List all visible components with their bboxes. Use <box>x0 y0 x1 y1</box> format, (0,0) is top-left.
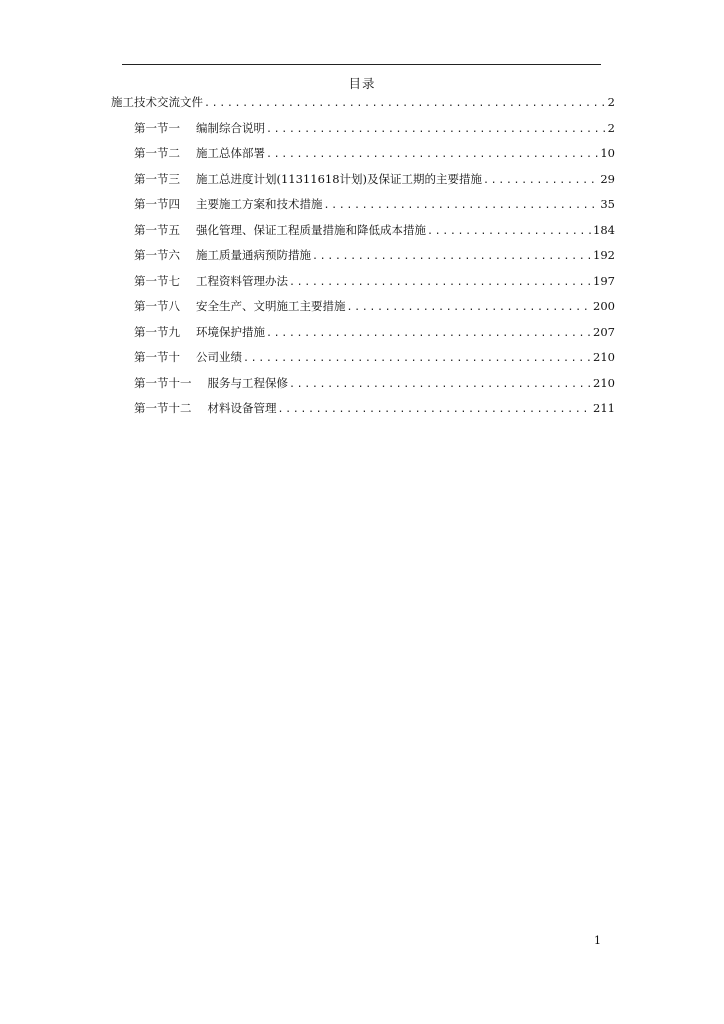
toc-entry-title: 施工技术交流文件 <box>111 95 203 109</box>
toc-dot-leader <box>266 326 592 341</box>
toc-entry[interactable] <box>111 146 615 172</box>
toc-section-number: 第一节八 <box>134 299 180 313</box>
toc-entry[interactable] <box>111 248 615 274</box>
toc-dot-leader <box>289 275 592 290</box>
toc-entry[interactable] <box>111 376 615 402</box>
toc-dot-leader <box>204 96 607 111</box>
toc-dot-leader <box>289 377 592 392</box>
toc-page-number: 10 <box>600 146 615 160</box>
toc-entry-title: 材料设备管理 <box>207 401 277 415</box>
toc-entry-label <box>134 376 288 391</box>
toc-entry[interactable] <box>111 172 615 198</box>
toc-entry-title: 施工总体部署 <box>196 146 265 160</box>
toc-entry-title: 服务与工程保修 <box>207 375 288 390</box>
toc-page-number: 29 <box>600 171 615 186</box>
toc-page-number: 2 <box>607 95 615 109</box>
toc-entry-title: 公司业绩 <box>196 350 242 364</box>
toc-section-number: 第一节五 <box>134 222 180 237</box>
toc-entry-title: 强化管理、保证工程质量措施和降低成本措施 <box>196 222 426 237</box>
toc-section-number: 第一节十一 <box>134 375 192 390</box>
toc-page-number: 210 <box>593 350 615 364</box>
toc-page-number: 35 <box>600 197 615 211</box>
toc-section-number: 第一节六 <box>134 248 180 262</box>
toc-entry[interactable] <box>111 401 615 427</box>
header-rule <box>122 64 601 65</box>
toc-entry-label <box>134 274 288 289</box>
toc-dot-leader <box>266 147 599 162</box>
toc-entry[interactable] <box>111 274 615 300</box>
toc-entry[interactable] <box>111 299 615 325</box>
toc-page-number: 210 <box>593 375 615 390</box>
toc-list <box>111 95 615 427</box>
toc-page-number: 192 <box>593 248 615 262</box>
toc-page-number: 197 <box>593 273 615 288</box>
toc-entry[interactable] <box>111 197 615 223</box>
toc-entry-label <box>134 172 482 187</box>
toc-page-number: 184 <box>593 222 615 237</box>
toc-dot-leader <box>347 300 593 315</box>
toc-entry-label <box>134 248 311 263</box>
toc-entry[interactable] <box>111 350 615 376</box>
toc-dot-leader <box>427 224 592 239</box>
toc-entry[interactable] <box>111 325 615 351</box>
toc-page-number: 2 <box>607 120 615 135</box>
toc-dot-leader <box>278 402 593 417</box>
toc-dot-leader <box>266 122 607 137</box>
toc-entry-title: 施工总进度计划(11311618计划)及保证工期的主要措施 <box>196 171 483 186</box>
toc-page-number: 207 <box>593 324 615 339</box>
toc-section-number: 第一节七 <box>134 273 180 288</box>
toc-title: 目录 <box>348 76 376 91</box>
toc-section-number: 第一节十二 <box>134 401 192 415</box>
toc-section-number: 第一节九 <box>134 324 180 339</box>
toc-entry[interactable] <box>111 121 615 147</box>
toc-section-number: 第一节三 <box>134 171 180 186</box>
page-number: 1 <box>594 934 601 947</box>
toc-entry-label <box>134 401 277 416</box>
toc-section-number: 第一节一 <box>134 120 180 135</box>
toc-entry-title: 编制综合说明 <box>196 120 265 135</box>
toc-dot-leader <box>243 351 592 366</box>
toc-entry-label <box>111 95 203 110</box>
toc-entry-title: 主要施工方案和技术措施 <box>196 197 323 211</box>
toc-entry-label <box>134 325 265 340</box>
toc-entry[interactable] <box>111 95 615 121</box>
toc-section-number: 第一节十 <box>134 350 180 364</box>
toc-entry-label <box>134 121 265 136</box>
toc-dot-leader <box>324 198 600 213</box>
toc-page-number: 211 <box>593 401 615 415</box>
toc-entry-label <box>134 350 242 365</box>
toc-entry-label <box>134 146 265 161</box>
toc-entry-title: 工程资料管理办法 <box>196 273 288 288</box>
toc-page-number: 200 <box>593 299 615 313</box>
toc-dot-leader <box>483 173 599 188</box>
toc-entry-label <box>134 299 346 314</box>
toc-dot-leader <box>312 249 592 264</box>
toc-entry-label <box>134 223 426 238</box>
toc-section-number: 第一节二 <box>134 146 180 160</box>
toc-entry-title: 安全生产、文明施工主要措施 <box>196 299 346 313</box>
toc-entry-title: 施工质量通病预防措施 <box>196 248 311 262</box>
toc-entry-title: 环境保护措施 <box>196 324 265 339</box>
toc-section-number: 第一节四 <box>134 197 180 211</box>
toc-entry-label <box>134 197 323 212</box>
toc-entry[interactable] <box>111 223 615 249</box>
